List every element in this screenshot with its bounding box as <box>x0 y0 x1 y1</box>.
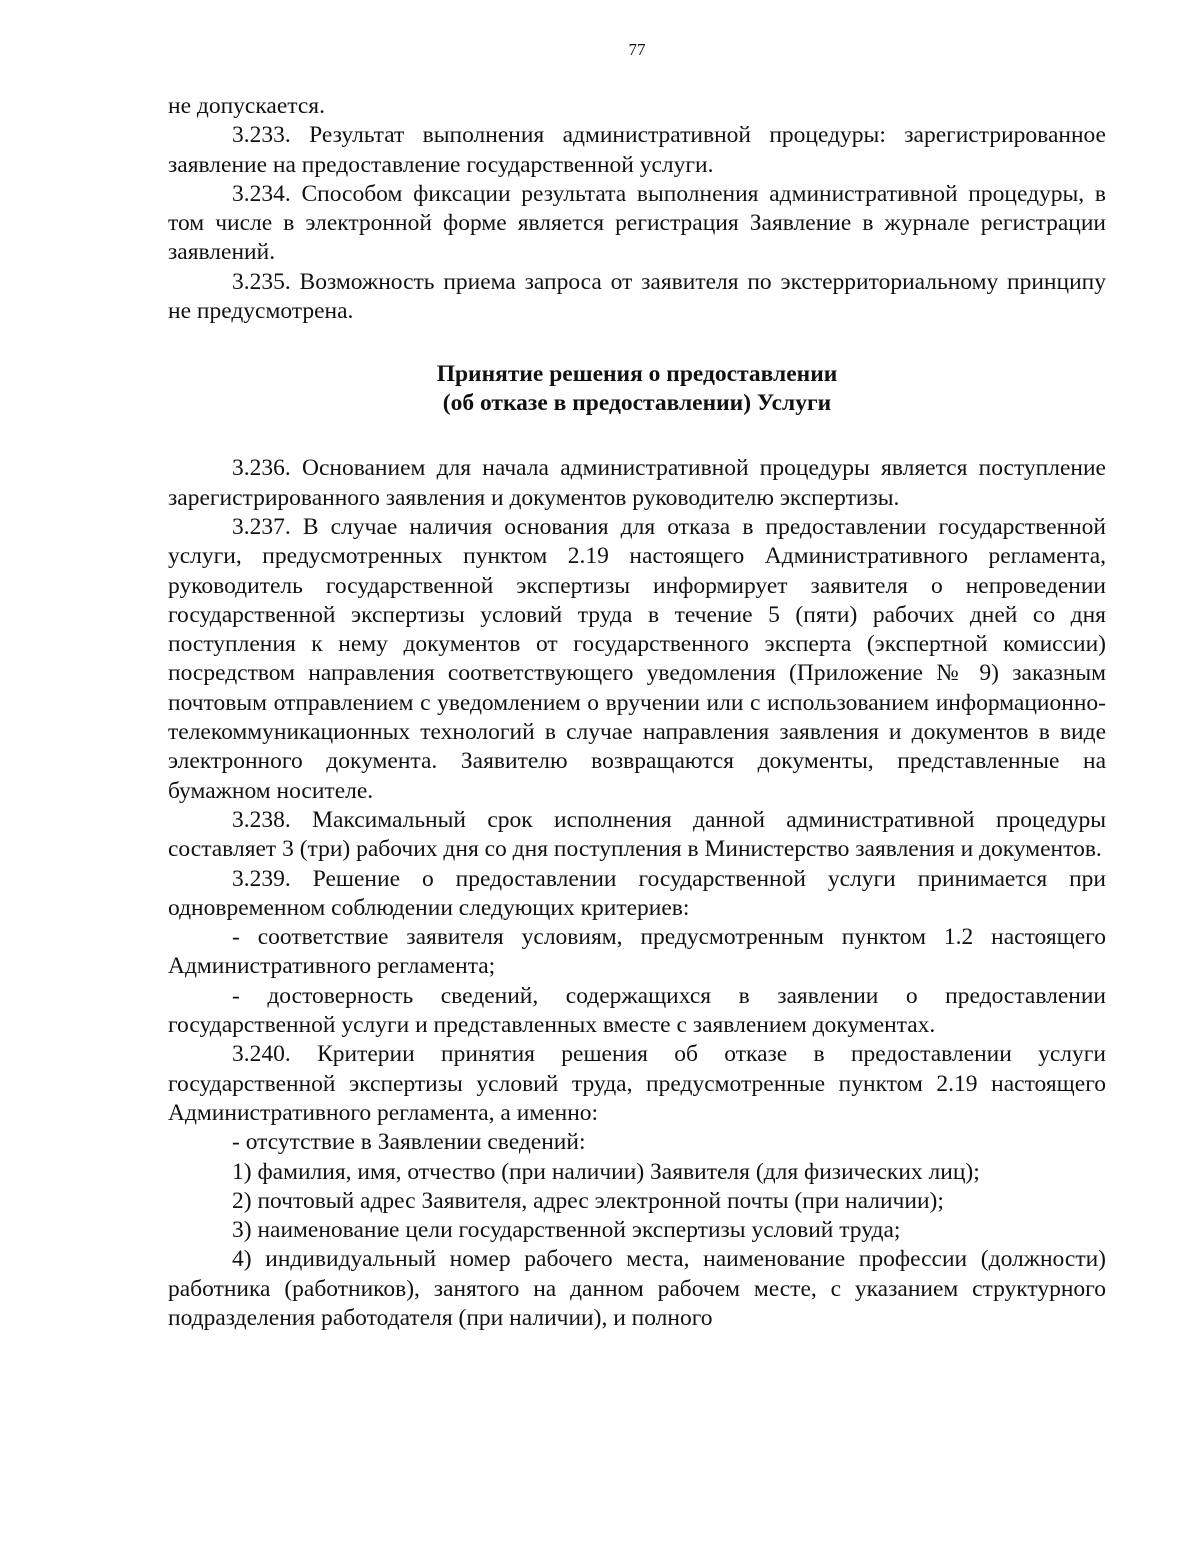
paragraph-3-237: 3.237. В случае наличия основания для отказа в предоставлении государственной услуги, предусмотренных пунктом 2.19 настоящего Административного регламента, руководитель государственной экспертизы информирует заявителя о непроведении государственной экспертизы условий труда в течение 5 (пяти) рабочих дней со дня поступления к нему документов от государственного эксперта (экспертной комиссии) посредством направления соответствующего уведомления (Приложение № 9) заказным почтовым отправлением с уведомлением о вручении или с использованием информационно-телекоммуникационных технологий в случае направления заявления и документов в виде электронного документа. Заявителю возвращаются документы, представленные на бумажном носителе. <box>168 513 1106 804</box>
section-heading-line-1: Принятие решения о предоставлении <box>436 361 838 388</box>
list-intro: - отсутствие в Заявлении сведений: <box>232 1129 586 1156</box>
paragraph-3-238: 3.238. Максимальный срок исполнения данной административной процедуры составляет 3 (три) рабочих дня со дня поступления в Министерство заявления и документов. <box>168 806 1106 863</box>
paragraph: не допускается. <box>168 93 325 119</box>
section-heading-line-2: (об отказе в предоставлении) Услуги <box>442 390 832 417</box>
paragraph-3-239: 3.239. Решение о предоставлении государственной услуги принимается при одновременном соблюдении следующих критериев: <box>168 865 1106 921</box>
paragraph-3-240: 3.240. Критерии принятия решения об отказе в предоставлении услуги государственной экспертизы условий труда, предусмотренные пунктом 2.19 настоящего Административного регламента, а именно: <box>168 1041 1106 1126</box>
page-number: 77 <box>628 40 646 59</box>
criterion-item: - соответствие заявителя условиям, предусмотренным пунктом 1.2 настоящего Административного регламента; <box>168 924 1106 980</box>
list-item: 3) наименование цели государственной экспертизы условий труда; <box>232 1217 901 1244</box>
paragraph-3-234: 3.234. Способом фиксации результата выполнения административной процедуры, в том числе в электронной форме является регистрация Заявление в журнале регистрации заявлений. <box>168 180 1106 266</box>
bottom-section <box>168 454 1106 1333</box>
paragraph-3-235: 3.235. Возможность приема запроса от заявителя по экстерриториальному принципу не предусмотрена. <box>168 268 1106 325</box>
list-item: 4) индивидуальный номер рабочего места, наименование профессии (должности) работника (работников), занятого на данном рабочем месте, с указанием структурного подразделения работодателя (при наличии), и полного <box>168 1246 1106 1331</box>
list-item: 2) почтовый адрес Заявителя, адрес электронной почты (при наличии); <box>232 1187 944 1214</box>
paragraph-3-236: 3.236. Основанием для начала административной процедуры является поступление зарегистрированного заявления и документов руководителю экспертизы. <box>168 455 1106 511</box>
document-page <box>168 40 1106 1333</box>
criterion-item: - достоверность сведений, содержащихся в заявлении о предоставлении государственной услуги и представленных вместе с заявлением документах. <box>168 982 1106 1039</box>
paragraph-3-233: 3.233. Результат выполнения административной процедуры: зарегистрированное заявление на предоставление государственной услуги. <box>168 122 1106 178</box>
list-item: 1) фамилия, имя, отчество (при наличии) Заявителя (для физических лиц); <box>232 1158 980 1185</box>
section-heading <box>168 360 1106 418</box>
top-section <box>168 92 1106 326</box>
